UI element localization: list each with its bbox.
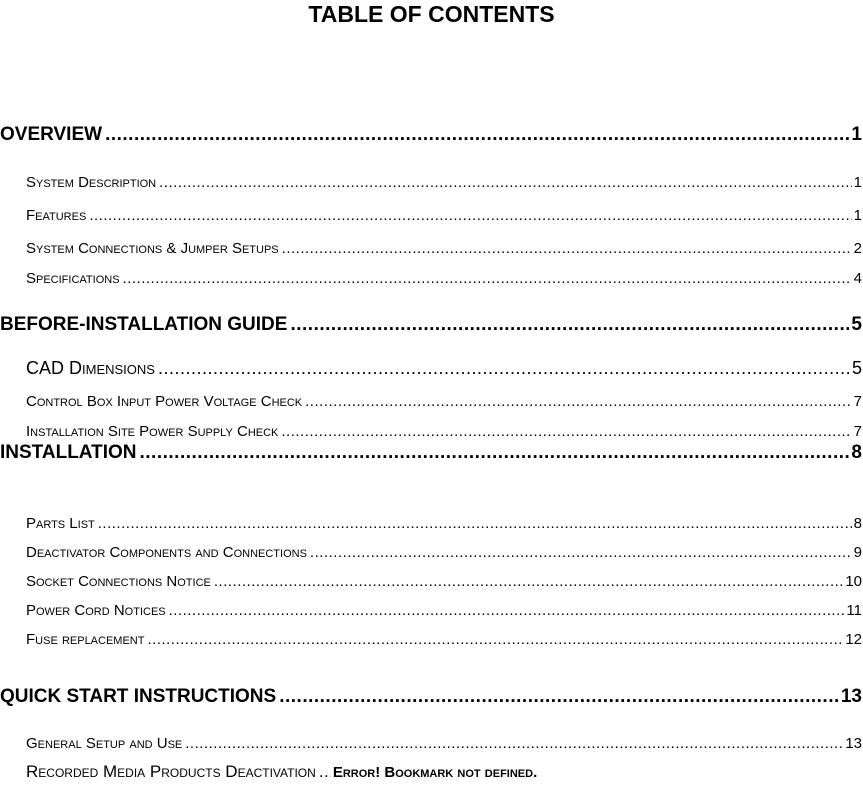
toc-entry-installation[interactable]	[0, 440, 862, 466]
toc-entry-control-box-voltage[interactable]	[26, 391, 862, 413]
toc-entry-label: Recorded Media Products Deactivation	[26, 762, 316, 781]
toc-dot-leader	[158, 357, 850, 379]
toc-entry-before-installation[interactable]	[0, 312, 862, 338]
toc-entry-label: Socket Connections Notice	[26, 573, 211, 590]
toc-dot-leader	[140, 440, 850, 466]
toc-entry-label: OVERVIEW	[0, 124, 103, 145]
toc-entry-deactivator-components[interactable]	[26, 542, 862, 564]
toc-dot-leader	[282, 238, 852, 260]
toc-entry-cad-dimensions[interactable]	[26, 357, 862, 379]
toc-entry-label: Power Cord Notices	[26, 602, 166, 619]
page-title: TABLE OF CONTENTS	[308, 1, 555, 27]
toc-page-number: 4	[853, 270, 862, 287]
toc-dot-leader	[319, 761, 331, 783]
toc-entry-label: Specifications	[26, 270, 120, 287]
toc-entry-label: Control Box Input Power Voltage Check	[26, 393, 303, 410]
toc-entry-label: CAD Dimensions	[26, 358, 155, 378]
toc-dot-leader	[89, 205, 851, 227]
toc-page-number: 1	[851, 124, 862, 145]
toc-page-number: 10	[845, 573, 862, 590]
toc-entry-system-description[interactable]	[26, 172, 862, 194]
toc-page-number: 1	[853, 174, 862, 191]
toc-entry-specifications[interactable]	[26, 268, 862, 290]
toc-entry-label: General Setup and Use	[26, 735, 183, 752]
toc-entry-label: System Description	[26, 174, 157, 191]
toc-page-number: 7	[853, 423, 862, 440]
toc-entry-features[interactable]	[26, 205, 862, 227]
toc-entry-label: Installation Site Power Supply Check	[26, 423, 279, 440]
toc-entry-quick-start[interactable]	[0, 684, 862, 710]
toc-page-number: 8	[853, 515, 862, 532]
toc-entry-label: Features	[26, 207, 87, 224]
toc-entry-label: QUICK START INSTRUCTIONS	[0, 686, 277, 707]
toc-page-number: 7	[853, 393, 862, 410]
toc-dot-leader	[310, 542, 852, 564]
toc-entry-label: Deactivator Components and Connections	[26, 544, 307, 561]
toc-page-number: 11	[846, 602, 862, 619]
toc-page-number: 2	[853, 240, 862, 257]
toc-page-number: 5	[851, 358, 862, 378]
toc-page-number: 9	[853, 544, 862, 561]
toc-page-number: 1	[853, 207, 862, 224]
toc-dot-leader	[123, 268, 852, 290]
toc-page-number: 13	[845, 735, 862, 752]
toc-dot-leader	[279, 684, 839, 710]
toc-entry-overview[interactable]	[0, 122, 862, 148]
toc-dot-leader	[290, 312, 849, 338]
toc-entry-system-connections[interactable]	[26, 238, 862, 260]
toc-entry-recorded-media[interactable]	[26, 761, 862, 784]
toc-entry-parts-list[interactable]	[26, 513, 862, 535]
toc-entry-label: BEFORE-INSTALLATION GUIDE	[0, 314, 288, 335]
toc-dot-leader	[105, 122, 849, 148]
toc-dot-leader	[214, 571, 843, 593]
toc-dot-leader	[185, 733, 843, 755]
toc-dot-leader	[159, 172, 852, 194]
toc-entry-label: INSTALLATION	[0, 442, 137, 463]
toc-page-number: 8	[851, 442, 862, 463]
toc-dot-leader	[98, 513, 852, 535]
toc-page-number: 5	[851, 314, 862, 335]
toc-dot-leader	[147, 629, 843, 651]
toc-entry-power-cord[interactable]	[26, 600, 862, 622]
toc-entry-label: Fuse replacement	[26, 631, 145, 648]
toc-page-number: 13	[840, 686, 862, 707]
toc-entry-socket-connections[interactable]	[26, 571, 862, 593]
toc-entry-fuse-replacement[interactable]	[26, 629, 862, 651]
toc-entry-general-setup[interactable]	[26, 733, 862, 755]
toc-dot-leader	[169, 600, 845, 622]
toc-page-error: Error! Bookmark not defined.	[332, 764, 538, 781]
toc-page-number: 12	[845, 631, 862, 648]
toc-entry-label: Parts List	[26, 515, 95, 532]
toc-entry-label: System Connections & Jumper Setups	[26, 240, 279, 257]
toc-dot-leader	[305, 391, 852, 413]
